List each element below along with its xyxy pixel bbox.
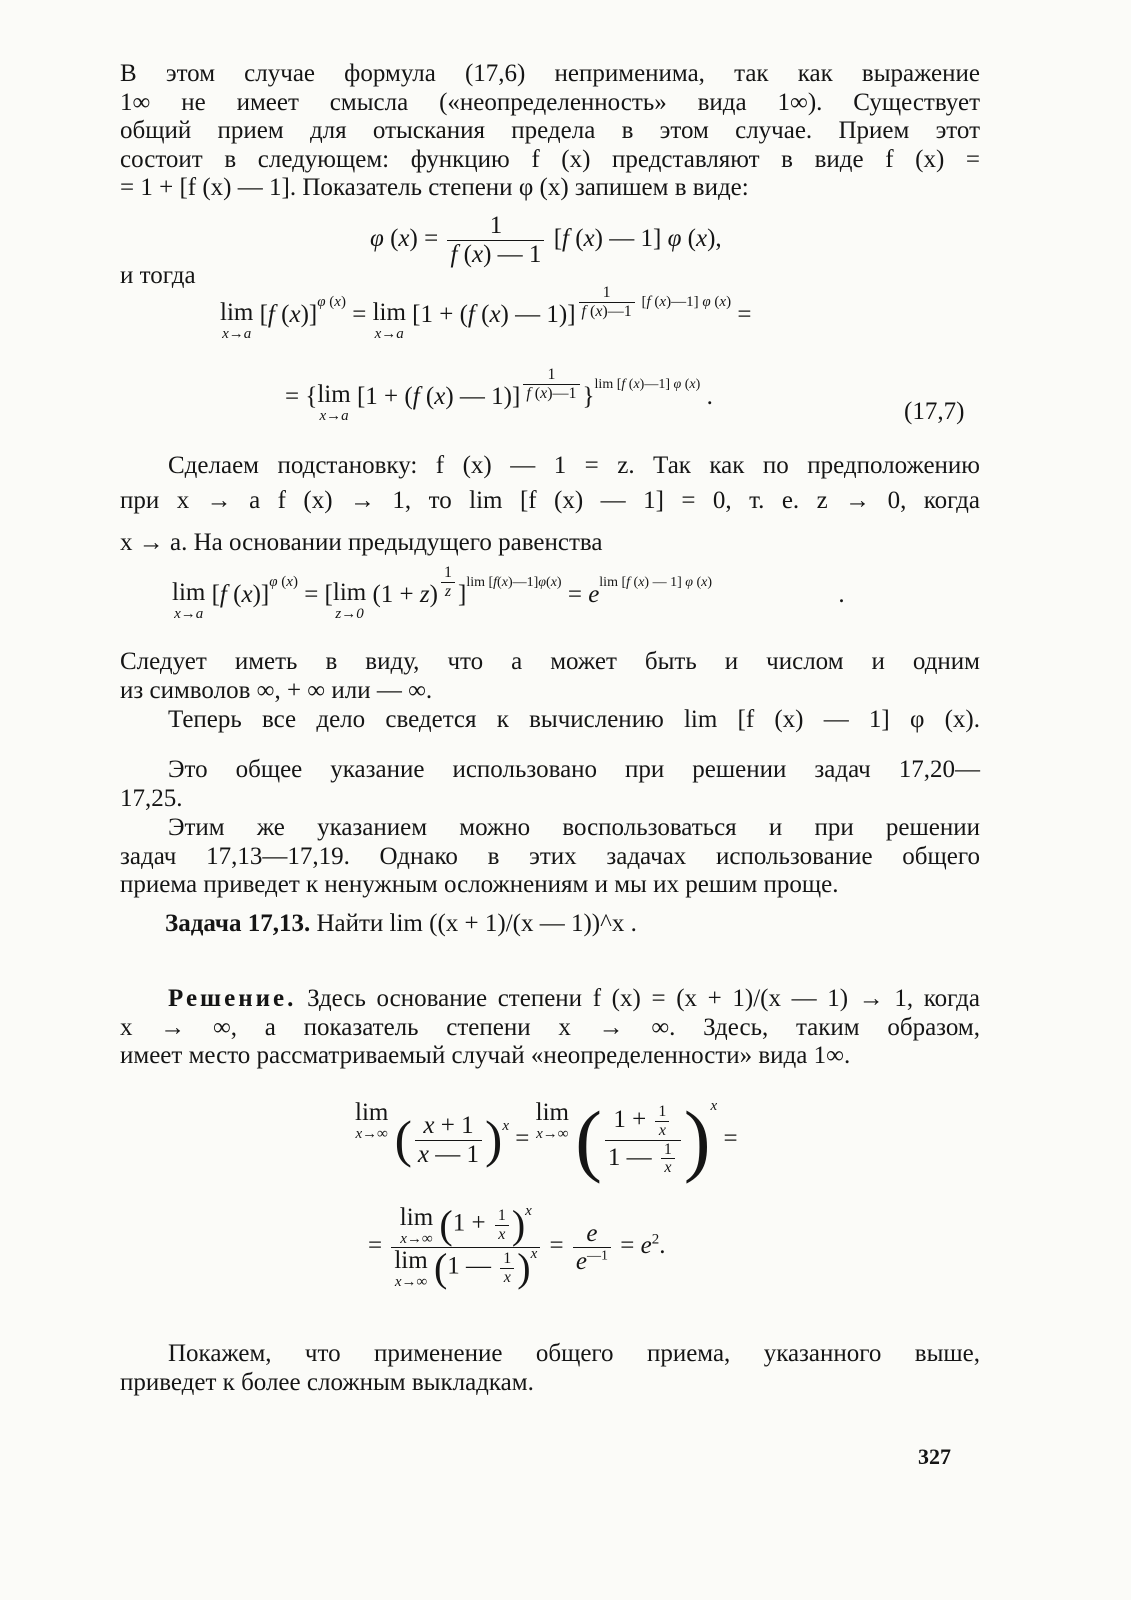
- closing-line-2: приведет к более сложным выкладкам.: [120, 1368, 534, 1396]
- equation-limit-result: lim x→a [f (x)]$^{\varphi (x)}$ = [ lim z→0 (1 + z) $^{\frac{1}{z}}$ ]$^{lim [f(x)—1]\varphi(x)} = e^{lim [f (x) — 1] \varphi (x)}$ .: [172, 564, 845, 622]
- subst-line-1: Сделаем подстановку: f (x) — 1 = z. Так как по предположению: [168, 452, 980, 479]
- equation-number: (17,7): [904, 398, 965, 425]
- also-paragraph: [120, 814, 980, 900]
- closing-paragraph: [120, 1340, 980, 1397]
- intro-line-2: 1∞ не имеет смысла («неопределенность» вида 1∞). Существует: [120, 88, 980, 116]
- general-line-1: Это общее указание использовано при решении задач 17,20—: [168, 756, 980, 783]
- note-paragraph: [120, 648, 980, 705]
- now-line-text: Теперь все дело сведется к вычислению lim [f (x) — 1] φ (x).: [168, 706, 980, 733]
- solution-line-3: имеет место рассматриваемый случай «неопределенности» вида 1∞.: [120, 1042, 851, 1069]
- substitution-paragraph: [120, 452, 980, 558]
- intro-line-4: состоит в следующем: функцию f (x) представляют в виде f (x) =: [120, 145, 980, 173]
- subst-line-3: x → a. На основании предыдущего равенства: [120, 529, 603, 556]
- solution-paragraph: [120, 985, 980, 1071]
- intro-line-5: = 1 + [f (x) — 1]. Показатель степени φ (x) запишем в виде:: [120, 174, 749, 201]
- now-line: [120, 706, 980, 735]
- equation-17-7-line-2: = { lim x→a [1 + (f (x) — 1)] $^{\frac{1}{f (x)—1}}$ }$^{lim [f (x)—1] \varphi (x)}$ .: [285, 366, 713, 424]
- closing-line-1: Покажем, что применение общего приема, указанного выше,: [168, 1340, 980, 1367]
- solution-line-1: [120, 985, 980, 1014]
- equation-17-7-line-1: lim x→a [f (x)]$^{\varphi (x)}$ = lim x→a [1 + (f (x) — 1)] $^{\frac{1}{f (x)—1} [f (x)—1] \varphi (x)}$ =: [220, 284, 752, 342]
- also-line-1: Этим же указанием можно воспользоваться и при решении: [168, 814, 980, 841]
- task-label: Задача 17,13.: [165, 910, 311, 937]
- solution-label: Решение.: [168, 985, 297, 1012]
- general-paragraph: [120, 756, 980, 813]
- task-text: Найти lim ((x + 1)/(x — 1))^x .: [316, 910, 637, 937]
- intro-paragraph: [120, 60, 980, 203]
- note-line-2: из символов ∞, + ∞ или — ∞.: [120, 676, 433, 704]
- task-heading: [165, 910, 1025, 939]
- solution-equation-1: lim x→∞ ( $\frac{x + 1}{x — 1}$ )$^x$ = lim x→∞ ( 1 + $\frac{1}{x}$ 1 — $\frac{1}{x}$ )$^x$ =: [355, 1096, 738, 1184]
- and-then-text: и тогда: [120, 262, 196, 289]
- also-line-2: задач 17,13—17,19. Однако в этих задачах использование общего: [120, 842, 980, 870]
- also-line-3: приема приведет к ненужным осложнениям и мы их решим проще.: [120, 871, 839, 898]
- page-number: 327: [918, 1444, 951, 1469]
- note-line-1: Следует иметь в виду, что a может быть и числом и одним: [120, 648, 980, 675]
- equation-phi: φ (x) = $\frac{1}{f (x) — 1}$ [f (x) — 1] φ (x),: [370, 212, 722, 268]
- intro-line-3: общий прием для отыскания предела в этом случае. Прием этот: [120, 117, 980, 144]
- subst-line-2: при x → a f (x) → 1, то lim [f (x) — 1] = 0, т. е. z → 0, когда: [120, 486, 980, 514]
- solution-line-2: x → ∞, а показатель степени x → ∞. Здесь, таким образом,: [120, 1013, 980, 1041]
- general-line-2: 17,25.: [120, 784, 183, 812]
- solution-line-1-text: Здесь основание степени f (x) = (x + 1)/(x — 1) → 1, когда: [307, 985, 981, 1012]
- intro-line-1: В этом случае формула (17,6) неприменима, так как выражение: [120, 60, 980, 87]
- solution-equation-2: = lim x→∞ (1 + $\frac{1}{x}$ )$^x$ lim x→∞ (1 — $\frac{1}{x}$ )$^x$ = $\frac{e}{e^{—1}}$ = $e^2$.: [368, 1202, 666, 1290]
